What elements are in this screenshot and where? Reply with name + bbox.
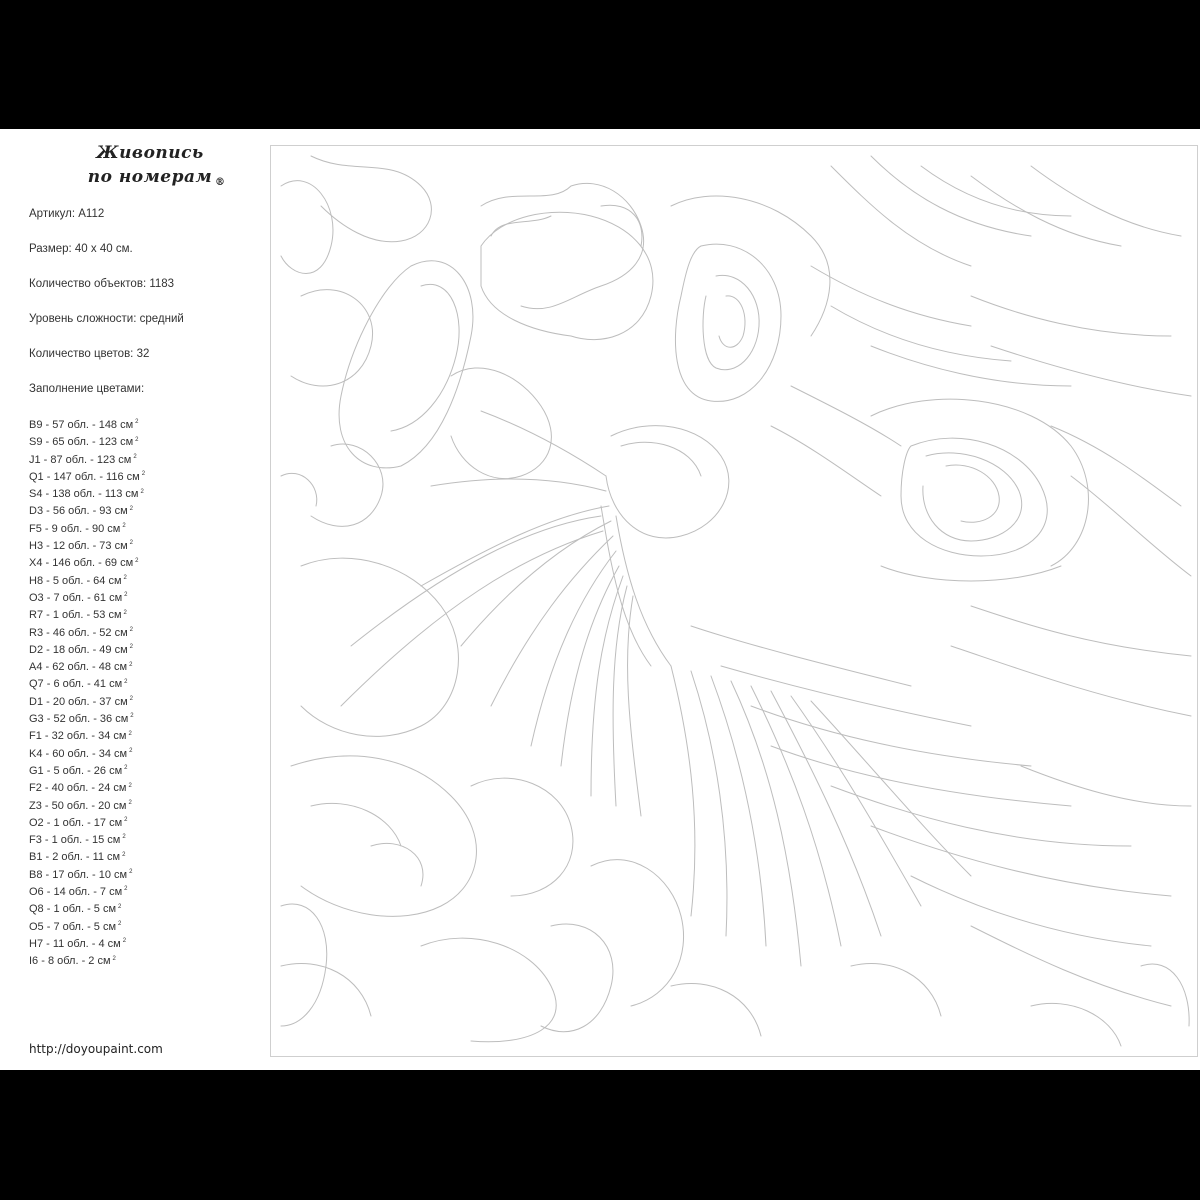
square-unit-superscript: 2 <box>129 644 133 651</box>
color-entry <box>29 849 259 866</box>
square-unit-superscript: 2 <box>129 661 133 668</box>
color-entry <box>29 676 259 693</box>
color-entry-text: H3 - 12 обл. - 73 см <box>29 540 128 553</box>
color-entry <box>29 434 259 451</box>
color-entry <box>29 953 259 970</box>
registered-mark: ® <box>215 177 226 188</box>
color-count: Количество цветов: 32 <box>29 348 150 360</box>
color-entry-text: F5 - 9 обл. - 90 см <box>29 522 121 535</box>
color-entry <box>29 694 259 711</box>
fill-title: Заполнение цветами: <box>29 383 145 395</box>
color-entry-text: A4 - 62 обл. - 48 см <box>29 661 128 674</box>
color-entry <box>29 763 259 780</box>
color-entry <box>29 555 259 572</box>
color-entry-text: O2 - 1 обл. - 17 см <box>29 816 123 829</box>
square-unit-superscript: 2 <box>129 626 133 633</box>
object-count: Количество объектов: 1183 <box>29 278 175 290</box>
square-unit-superscript: 2 <box>118 920 122 927</box>
color-entry <box>29 538 259 555</box>
color-entry-text: D1 - 20 обл. - 37 см <box>29 695 128 708</box>
color-entry-text: S9 - 65 обл. - 123 см <box>29 436 134 449</box>
color-entry <box>29 832 259 849</box>
color-entry <box>29 798 259 815</box>
square-unit-superscript: 2 <box>128 730 132 737</box>
color-entry-text: F1 - 32 обл. - 34 см <box>29 730 127 743</box>
color-entry <box>29 486 259 503</box>
square-unit-superscript: 2 <box>128 782 132 789</box>
color-entry <box>29 417 259 434</box>
difficulty-level: Уровень сложности: средний <box>29 313 184 325</box>
color-entry <box>29 746 259 763</box>
color-entry-text: Q1 - 147 обл. - 116 см <box>29 470 140 483</box>
square-unit-superscript: 2 <box>118 903 122 910</box>
square-unit-superscript: 2 <box>141 471 146 478</box>
color-entry-text: S4 - 138 обл. - 113 см <box>29 488 139 501</box>
color-entry <box>29 884 259 901</box>
square-unit-superscript: 2 <box>124 678 128 685</box>
brand-logo <box>60 141 240 189</box>
square-unit-superscript: 2 <box>129 747 133 754</box>
square-unit-superscript: 2 <box>124 765 128 772</box>
color-entry-text: R3 - 46 обл. - 52 см <box>29 626 128 639</box>
square-unit-superscript: 2 <box>122 834 126 841</box>
color-entry <box>29 521 259 538</box>
color-entry-text: D2 - 18 обл. - 49 см <box>29 643 128 656</box>
product-info <box>29 204 259 414</box>
color-entry-text: K4 - 60 обл. - 34 см <box>29 747 128 760</box>
square-unit-superscript: 2 <box>135 557 139 564</box>
square-unit-superscript: 2 <box>129 505 133 512</box>
website-link[interactable]: http://doyoupaint.com <box>29 1042 163 1056</box>
square-unit-superscript: 2 <box>140 488 144 495</box>
paint-by-numbers-sheet <box>0 129 1200 1070</box>
color-entry <box>29 780 259 797</box>
color-entry-text: H8 - 5 обл. - 64 см <box>29 574 122 587</box>
color-entry-text: Q7 - 6 обл. - 41 см <box>29 678 123 691</box>
square-unit-superscript: 2 <box>122 523 126 530</box>
square-unit-superscript: 2 <box>122 938 127 945</box>
square-unit-superscript: 2 <box>128 799 132 806</box>
color-entry <box>29 936 259 953</box>
square-unit-superscript: 2 <box>124 886 128 893</box>
color-entry <box>29 901 259 918</box>
color-entry <box>29 867 259 884</box>
color-entry <box>29 711 259 728</box>
color-entry-text: R7 - 1 обл. - 53 см <box>29 609 122 622</box>
color-entry <box>29 919 259 936</box>
color-entry-text: J1 - 87 обл. - 123 см <box>29 453 132 466</box>
color-entry-text: G1 - 5 обл. - 26 см <box>29 764 123 777</box>
color-entry-text: O6 - 14 обл. - 7 см <box>29 886 123 899</box>
square-unit-superscript: 2 <box>123 575 127 582</box>
square-unit-superscript: 2 <box>129 869 133 876</box>
color-entry-text: I6 - 8 обл. - 2 см <box>29 955 111 968</box>
color-entry-text: D3 - 56 обл. - 93 см <box>29 505 128 518</box>
square-unit-superscript: 2 <box>135 436 139 443</box>
color-entry-text: X4 - 146 обл. - 69 см <box>29 557 134 570</box>
square-unit-superscript: 2 <box>129 540 133 547</box>
color-entry-text: Q8 - 1 обл. - 5 см <box>29 903 117 916</box>
color-entry <box>29 590 259 607</box>
color-entry-text: H7 - 11 обл. - 4 см <box>29 937 121 950</box>
square-unit-superscript: 2 <box>124 592 128 599</box>
brand-line-1: Живопись <box>96 143 204 163</box>
color-entry-text: B9 - 57 обл. - 148 см <box>29 419 134 431</box>
color-entry <box>29 659 259 676</box>
color-list <box>29 417 259 971</box>
canvas-size: Размер: 40 х 40 см. <box>29 243 133 255</box>
color-entry <box>29 573 259 590</box>
color-entry <box>29 469 259 486</box>
square-unit-superscript: 2 <box>135 419 139 426</box>
color-entry <box>29 728 259 745</box>
color-entry <box>29 625 259 642</box>
color-entry <box>29 607 259 624</box>
color-entry <box>29 815 259 832</box>
square-unit-superscript: 2 <box>124 817 128 824</box>
color-entry-text: Z3 - 50 обл. - 20 см <box>29 799 127 812</box>
square-unit-superscript: 2 <box>130 713 134 720</box>
square-unit-superscript: 2 <box>133 453 137 460</box>
outline-canvas <box>270 145 1198 1057</box>
color-entry-text: B1 - 2 обл. - 11 см <box>29 851 121 864</box>
brand-line-2: по номерам <box>87 167 213 187</box>
color-entry-text: B8 - 17 обл. - 10 см <box>29 868 128 881</box>
color-entry-text: F3 - 1 обл. - 15 см <box>29 834 121 847</box>
article-number: Артикул: A112 <box>29 208 105 220</box>
color-entry <box>29 642 259 659</box>
square-unit-superscript: 2 <box>129 696 133 703</box>
color-entry-text: F2 - 40 обл. - 24 см <box>29 782 127 795</box>
cat-outline-drawing <box>271 146 1197 1056</box>
color-entry <box>29 503 259 520</box>
color-entry <box>29 452 259 469</box>
color-entry-text: O3 - 7 обл. - 61 см <box>29 591 123 604</box>
square-unit-superscript: 2 <box>112 955 116 962</box>
square-unit-superscript: 2 <box>122 851 126 858</box>
color-entry-text: G3 - 52 обл. - 36 см <box>29 713 129 726</box>
color-entry-text: O5 - 7 обл. - 5 см <box>29 920 117 933</box>
square-unit-superscript: 2 <box>123 609 127 616</box>
